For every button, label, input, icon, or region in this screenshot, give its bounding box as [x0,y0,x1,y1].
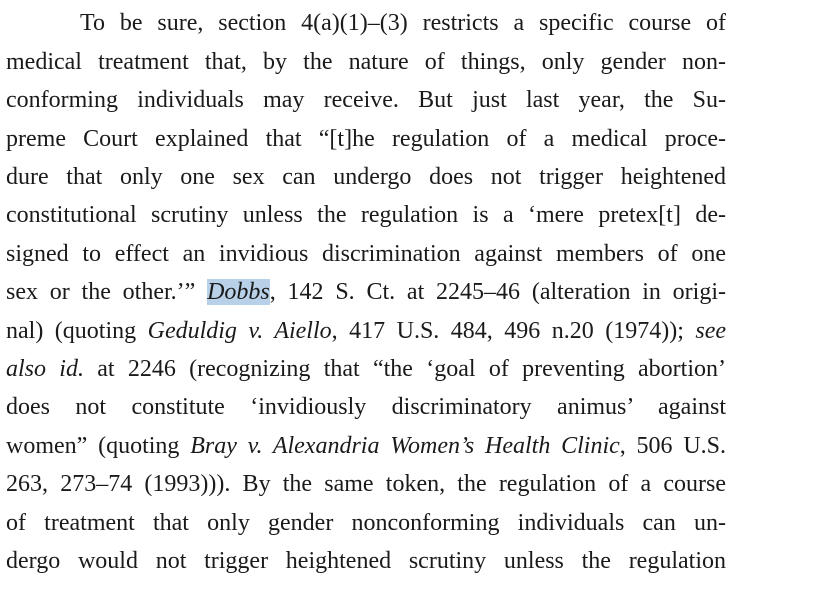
text-line [6,47,726,77]
text-run: preme Court explained that “[t]he regulation of a medical proce- [6,126,726,152]
text-run: of treatment that only gender nonconforming individuals can un- [6,510,726,536]
text-run: , 506 U.S. [619,433,727,459]
text-run: , 417 U.S. 484, 496 n.20 (1974)); [331,318,696,344]
italic-citation: Bray v. Alexandria Women’s Health Clinic [190,433,620,459]
italic-citation: Geduldig v. Aiello [147,318,332,344]
text-run: women” (quoting [6,433,191,459]
text-run: constitutional scrutiny unless the regulation is a ‘mere pretex[t] de- [6,202,726,228]
text-run: does not constitute ‘invidiously discriminatory animus’ against [6,394,726,420]
text-line [6,392,726,422]
text-run: dure that only one sex can undergo does not trigger heightened [6,164,726,190]
text-run: conforming individuals may receive. But just last year, the Su- [6,87,726,113]
text-run: at 2246 (recognizing that “the ‘goal of preventing abortion’ [83,356,726,382]
text-line [6,316,726,346]
text-run: dergo would not trigger heightened scrutiny unless the regulation [6,548,726,574]
text-line [6,124,726,154]
text-run: sex or the other.’” [6,279,208,305]
text-run: nal) (quoting [6,318,148,344]
italic-citation: also id. [6,356,84,382]
text-line [6,277,726,307]
text-line [6,431,726,461]
text-line [6,162,726,192]
text-line [6,469,726,499]
text-run: , 142 S. Ct. at 2245–46 (alteration in origi- [269,279,727,305]
highlighted-case-citation: Dobbs [207,279,270,305]
text-line [6,508,726,538]
text-run: 263, 273–74 (1993))). By the same token, the regulation of a course [6,471,726,497]
text-line [6,354,726,384]
text-line [80,8,726,38]
text-run: medical treatment that, by the nature of things, only gender non- [6,49,726,75]
text-line [6,200,726,230]
text-line [6,239,726,269]
italic-citation: see [695,318,727,344]
text-run: To be sure, section 4(a)(1)–(3) restricts a specific course of [80,10,726,36]
text-run: signed to effect an invidious discrimination against members of one [6,241,726,267]
text-line [6,546,726,576]
text-line [6,85,726,115]
